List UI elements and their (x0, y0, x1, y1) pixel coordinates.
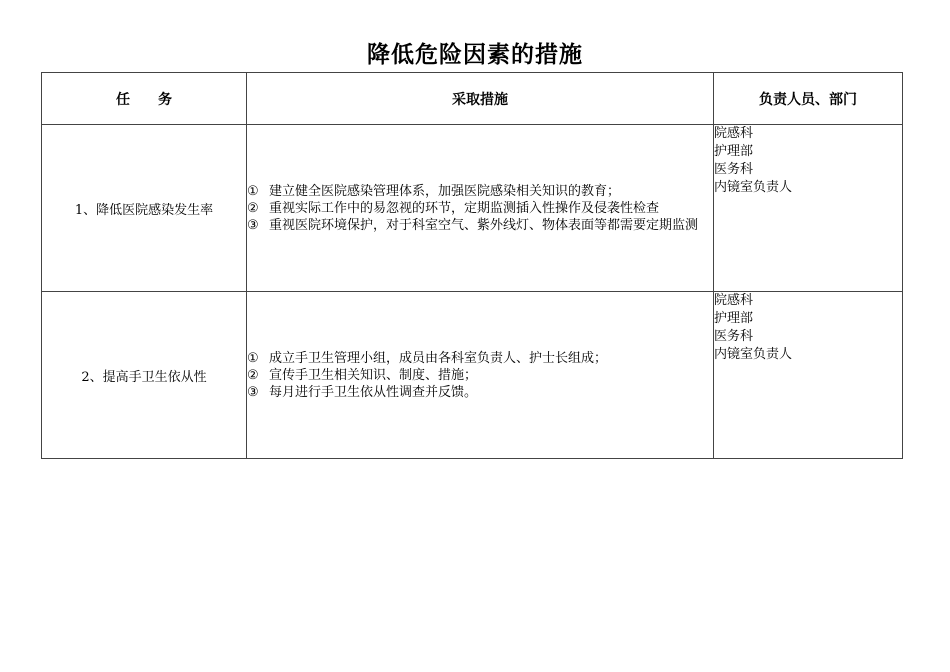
measure-item (247, 200, 713, 217)
header-task: 任 务 (42, 73, 247, 125)
measure-number: ③ (247, 384, 259, 400)
measure-text: 重视实际工作中的易忽视的环节，定期监测插入性操作及侵袭性检查 (269, 200, 660, 216)
responsible-dept: 医务科 (714, 329, 754, 344)
measure-item (247, 367, 713, 384)
measure-item (247, 350, 713, 367)
measure-number: ② (247, 200, 259, 216)
table-row (42, 292, 903, 459)
responsible-cell (714, 125, 903, 292)
measure-number: ② (247, 367, 259, 383)
responsible-dept: 院感科 (714, 293, 754, 308)
measure-item (247, 183, 713, 200)
measure-item (247, 217, 713, 234)
task-cell: 2、提高手卫生依从性 (42, 292, 247, 459)
measure-text: 重视医院环境保护，对于科室空气、紫外线灯、物体表面等都需要定期监测 (269, 217, 699, 233)
measure-text: 宣传手卫生相关知识、制度、措施； (269, 367, 478, 383)
measure-number: ① (247, 350, 259, 366)
page-title: 降低危险因素的措施 (367, 42, 583, 68)
responsible-dept: 内镜室负责人 (714, 180, 793, 195)
header-measures: 采取措施 (247, 73, 714, 125)
table-row (42, 125, 903, 292)
measure-number: ① (247, 183, 259, 199)
measure-text: 成立手卫生管理小组，成员由各科室负责人、护士长组成； (269, 350, 608, 366)
measure-item (247, 384, 713, 401)
header-row (42, 73, 903, 125)
task-cell: 1、降低医院感染发生率 (42, 125, 247, 292)
measures-cell (247, 125, 714, 292)
responsible-dept: 护理部 (714, 144, 754, 159)
measure-text: 建立健全医院感染管理体系，加强医院感染相关知识的教育； (269, 183, 621, 199)
responsible-dept: 医务科 (714, 162, 754, 177)
responsible-dept: 护理部 (714, 311, 754, 326)
measures-table (41, 72, 903, 459)
header-responsible: 负责人员、部门 (714, 73, 903, 125)
responsible-cell (714, 292, 903, 459)
responsible-dept: 院感科 (714, 126, 754, 141)
measures-cell (247, 292, 714, 459)
responsible-dept: 内镜室负责人 (714, 347, 793, 362)
measure-number: ③ (247, 217, 259, 233)
measure-text: 每月进行手卫生依从性调查并反馈。 (269, 384, 478, 400)
